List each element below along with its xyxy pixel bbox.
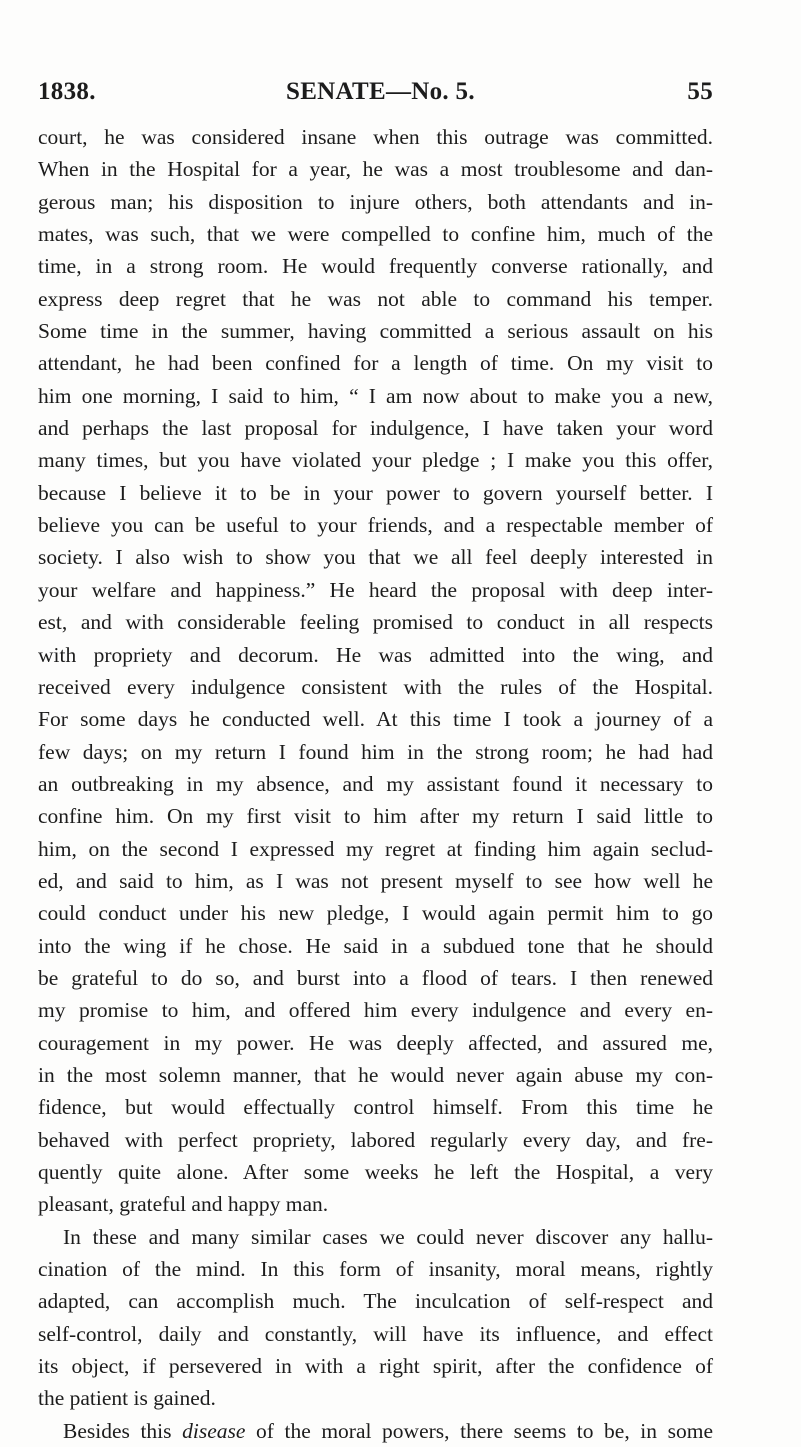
text-line: could conduct under his new pledge, I would again permit him to go: [38, 901, 713, 926]
paragraph-first-line: [38, 1415, 713, 1447]
page-number: 55: [687, 78, 713, 105]
text-line: society. I also wish to show you that we all feel deeply interested in: [38, 545, 713, 570]
text-line: adapted, can accomplish much. The inculcation of self-respect and: [38, 1289, 713, 1314]
header-year: 1838.: [38, 78, 96, 105]
text-line: few days; on my return I found him in the strong room; he had had: [38, 739, 713, 764]
text-line: mates, was such, that we were compelled to confine him, much of the: [38, 222, 713, 247]
text-line: self-control, daily and constantly, will have its influence, and effect: [38, 1321, 713, 1346]
text-line: behaved with perfect propriety, labored regularly every day, and fre-: [38, 1127, 713, 1152]
text-line: believe you can be useful to your friends, and a respectable member of: [38, 513, 713, 538]
text-line: When in the Hospital for a year, he was a most troublesome and dan-: [38, 157, 713, 182]
text-line: est, and with considerable feeling promised to conduct in all respects: [38, 610, 713, 635]
text-line: For some days he conducted well. At this time I took a journey of a: [38, 707, 713, 732]
text-run: Besides this: [63, 1418, 183, 1443]
paragraph-end-line: the patient is gained.: [38, 1386, 216, 1411]
body-text: [38, 121, 713, 1447]
text-line: my promise to him, and offered him every indulgence and every en-: [38, 998, 713, 1023]
text-line: fidence, but would effectually control himself. From this time he: [38, 1095, 713, 1120]
text-line: be grateful to do so, and burst into a flood of tears. I then renewed: [38, 965, 713, 990]
text-line: and perhaps the last proposal for indulgence, I have taken your word: [38, 416, 713, 441]
text-line: him, on the second I expressed my regret at finding him again seclud-: [38, 836, 713, 861]
text-line: confine him. On my first visit to him after my return I said little to: [38, 804, 713, 829]
text-line: ed, and said to him, as I was not present myself to see how well he: [38, 868, 713, 893]
text-line: quently quite alone. After some weeks he left the Hospital, a very: [38, 1160, 713, 1184]
text-line: cination of the mind. In this form of insanity, moral means, rightly: [38, 1257, 713, 1282]
text-line: gerous man; his disposition to injure others, both attendants and in-: [38, 189, 713, 214]
running-header: [38, 78, 713, 108]
text-line: Some time in the summer, having committed a serious assault on his: [38, 319, 713, 344]
text-run: of the moral powers, there seems to be, in some: [245, 1418, 713, 1443]
text-line: in the most solemn manner, that he would never again abuse my con-: [38, 1062, 713, 1087]
text-line: court, he was considered insane when this outrage was committed.: [38, 125, 713, 149]
text-line: many times, but you have violated your pledge ; I make you this offer,: [38, 448, 713, 473]
text-line: an outbreaking in my absence, and my assistant found it necessary to: [38, 771, 713, 796]
text-line: because I believe it to be in your power to govern yourself better. I: [38, 480, 713, 505]
text-line: attendant, he had been confined for a length of time. On my visit to: [38, 351, 713, 376]
text-line: its object, if persevered in with a right spirit, after the confidence of: [38, 1354, 713, 1379]
text-line: express deep regret that he was not able to command his temper.: [38, 286, 713, 311]
text-line: couragement in my power. He was deeply affected, and assured me,: [38, 1030, 713, 1055]
text-line: into the wing if he chose. He said in a subdued tone that he should: [38, 933, 713, 958]
paragraph-first-line: In these and many similar cases we could never discover any hallu-: [63, 1224, 713, 1249]
text-line: him one morning, I said to him, “ I am now about to make you a new,: [38, 383, 713, 408]
text-line: received every indulgence consistent with the rules of the Hospital.: [38, 674, 713, 699]
emphasized-word: disease: [182, 1418, 246, 1443]
paragraph-end-line: pleasant, grateful and happy man.: [38, 1192, 329, 1217]
text-line: your welfare and happiness.” He heard the proposal with deep inter-: [38, 577, 713, 602]
text-line: with propriety and decorum. He was admitted into the wing, and: [38, 642, 713, 667]
header-title: SENATE—No. 5.: [286, 78, 475, 105]
text-line: time, in a strong room. He would frequently converse rationally, and: [38, 254, 713, 279]
